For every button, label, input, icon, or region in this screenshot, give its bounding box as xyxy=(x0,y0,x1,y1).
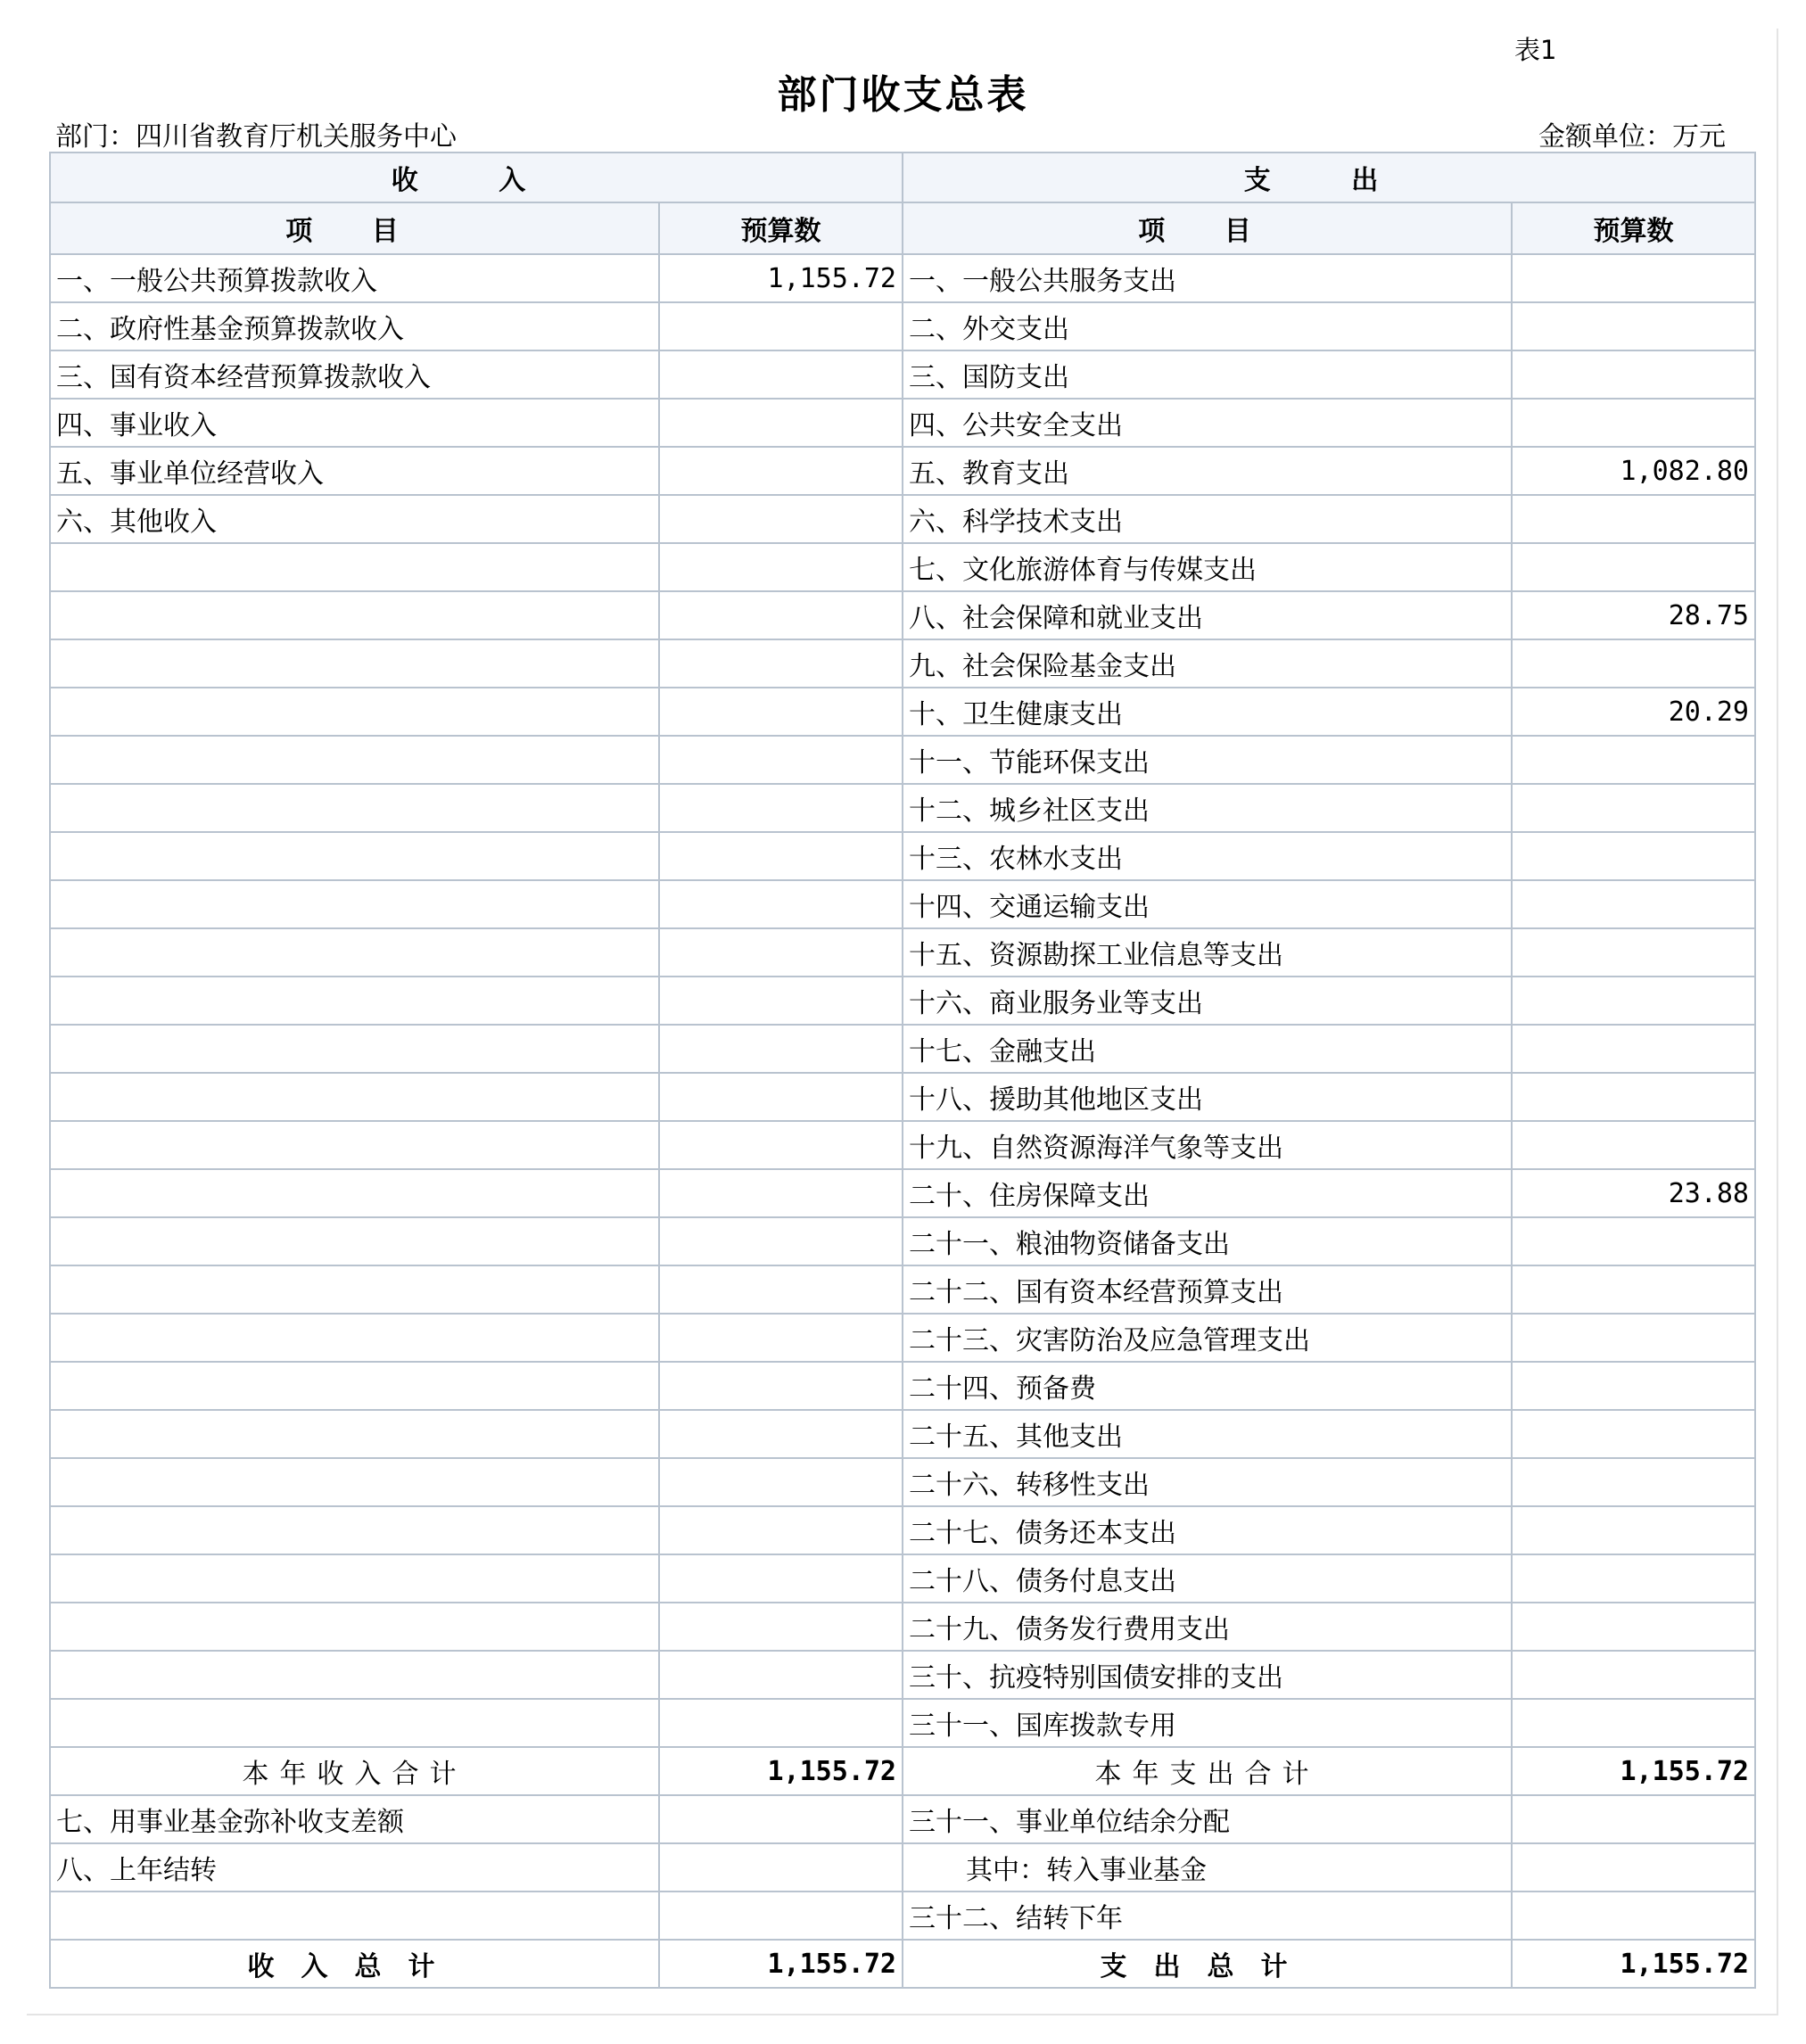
budget-summary-table xyxy=(49,152,1756,1989)
expense-value-cell xyxy=(1512,1892,1755,1940)
table-row xyxy=(50,1025,1755,1073)
grand-expense-total-value: 1,155.72 xyxy=(1512,1940,1755,1988)
expense-value-cell xyxy=(1512,639,1755,688)
income-value-cell: 1,155.72 xyxy=(659,254,903,302)
table-row xyxy=(50,688,1755,736)
income-value-cell xyxy=(659,447,903,495)
income-value-cell xyxy=(659,1843,903,1892)
expense-item-cell: 十四、交通运输支出 xyxy=(903,880,1512,928)
expense-item-cell: 二十一、粮油物资储备支出 xyxy=(903,1217,1512,1265)
expense-value-cell xyxy=(1512,302,1755,350)
income-item-cell xyxy=(50,1410,659,1458)
income-value-cell xyxy=(659,977,903,1025)
income-value-cell xyxy=(659,1217,903,1265)
income-value-cell xyxy=(659,1554,903,1603)
income-header: 收 入 xyxy=(50,152,903,202)
expense-item-cell: 二、外交支出 xyxy=(903,302,1512,350)
table-body xyxy=(50,254,1755,1747)
expense-item-cell: 二十八、债务付息支出 xyxy=(903,1554,1512,1603)
year-expense-total-label: 本年支出合计 xyxy=(903,1747,1512,1795)
expense-item-cell: 其中：转入事业基金 xyxy=(903,1843,1512,1892)
expense-item-cell: 十九、自然资源海洋气象等支出 xyxy=(903,1121,1512,1169)
expense-item-cell: 十八、援助其他地区支出 xyxy=(903,1073,1512,1121)
income-item-cell xyxy=(50,1169,659,1217)
income-value-cell xyxy=(659,1506,903,1554)
income-value-cell xyxy=(659,639,903,688)
income-value-cell xyxy=(659,736,903,784)
expense-item-cell: 二十二、国有资本经营预算支出 xyxy=(903,1265,1512,1314)
table-row xyxy=(50,350,1755,399)
income-value-cell xyxy=(659,688,903,736)
table-row xyxy=(50,1892,1755,1940)
income-value-cell xyxy=(659,495,903,543)
income-value-cell xyxy=(659,543,903,591)
expense-value-cell xyxy=(1512,1843,1755,1892)
table-row xyxy=(50,1458,1755,1506)
table-row xyxy=(50,1265,1755,1314)
expense-budget-header: 预算数 xyxy=(1512,202,1755,254)
income-item-header: 项 目 xyxy=(50,202,659,254)
expense-value-cell xyxy=(1512,736,1755,784)
expense-item-cell: 八、社会保障和就业支出 xyxy=(903,591,1512,639)
income-item-cell xyxy=(50,639,659,688)
income-item-cell xyxy=(50,1458,659,1506)
expense-value-cell xyxy=(1512,1554,1755,1603)
expense-value-cell: 28.75 xyxy=(1512,591,1755,639)
expense-item-cell: 一、一般公共服务支出 xyxy=(903,254,1512,302)
page-title: 部门收支总表 xyxy=(777,72,1029,118)
year-income-total-label: 本年收入合计 xyxy=(50,1747,659,1795)
income-item-cell xyxy=(50,1217,659,1265)
expense-item-cell: 三十二、结转下年 xyxy=(903,1892,1512,1940)
income-value-cell xyxy=(659,832,903,880)
grand-income-total-label: 收入总计 xyxy=(50,1940,659,1988)
income-value-cell xyxy=(659,1121,903,1169)
income-value-cell xyxy=(659,1410,903,1458)
table-row xyxy=(50,1314,1755,1362)
income-item-cell xyxy=(50,1554,659,1603)
expense-item-cell: 二十九、债务发行费用支出 xyxy=(903,1603,1512,1651)
department-label: 部门：四川省教育厅机关服务中心 xyxy=(55,121,457,152)
table-row xyxy=(50,832,1755,880)
expense-value-cell xyxy=(1512,1603,1755,1651)
income-value-cell xyxy=(659,1169,903,1217)
table-row xyxy=(50,736,1755,784)
income-budget-header: 预算数 xyxy=(659,202,903,254)
expense-item-cell: 二十五、其他支出 xyxy=(903,1410,1512,1458)
income-item-cell xyxy=(50,977,659,1025)
expense-item-cell: 十五、资源勘探工业信息等支出 xyxy=(903,928,1512,977)
expense-value-cell xyxy=(1512,1217,1755,1265)
income-value-cell xyxy=(659,399,903,447)
income-item-cell xyxy=(50,880,659,928)
table-row xyxy=(50,1362,1755,1410)
income-item-cell xyxy=(50,928,659,977)
expense-item-cell: 十三、农林水支出 xyxy=(903,832,1512,880)
income-value-cell xyxy=(659,880,903,928)
income-item-cell xyxy=(50,1651,659,1699)
expense-item-cell: 五、教育支出 xyxy=(903,447,1512,495)
expense-item-cell: 三十、抗疫特别国债安排的支出 xyxy=(903,1651,1512,1699)
income-item-cell xyxy=(50,784,659,832)
income-item-cell xyxy=(50,1025,659,1073)
table-row xyxy=(50,1795,1755,1843)
income-item-cell xyxy=(50,1314,659,1362)
expense-item-cell: 七、文化旅游体育与传媒支出 xyxy=(903,543,1512,591)
page-bottom-border xyxy=(27,2014,1777,2015)
expense-value-cell xyxy=(1512,928,1755,977)
table-row xyxy=(50,495,1755,543)
table-extra-body xyxy=(50,1795,1755,1940)
table-row xyxy=(50,447,1755,495)
income-item-cell xyxy=(50,736,659,784)
income-value-cell xyxy=(659,784,903,832)
table-row xyxy=(50,639,1755,688)
income-value-cell xyxy=(659,1651,903,1699)
table-row xyxy=(50,591,1755,639)
income-value-cell xyxy=(659,1603,903,1651)
income-value-cell xyxy=(659,1795,903,1843)
expense-value-cell xyxy=(1512,1073,1755,1121)
year-expense-total-value: 1,155.72 xyxy=(1512,1747,1755,1795)
expense-value-cell xyxy=(1512,1121,1755,1169)
table-row xyxy=(50,1843,1755,1892)
expense-item-cell: 二十七、债务还本支出 xyxy=(903,1506,1512,1554)
table-row xyxy=(50,1169,1755,1217)
expense-value-cell xyxy=(1512,784,1755,832)
year-income-total-value: 1,155.72 xyxy=(659,1747,903,1795)
table-row xyxy=(50,399,1755,447)
expense-value-cell xyxy=(1512,1651,1755,1699)
income-item-cell: 三、国有资本经营预算拨款收入 xyxy=(50,350,659,399)
grand-expense-total-label: 支出总计 xyxy=(903,1940,1512,1988)
expense-item-cell: 六、科学技术支出 xyxy=(903,495,1512,543)
income-item-cell: 五、事业单位经营收入 xyxy=(50,447,659,495)
income-value-cell xyxy=(659,1025,903,1073)
expense-item-cell: 十一、节能环保支出 xyxy=(903,736,1512,784)
income-item-cell xyxy=(50,1073,659,1121)
table-row xyxy=(50,1699,1755,1747)
expense-item-cell: 十、卫生健康支出 xyxy=(903,688,1512,736)
income-item-cell xyxy=(50,1362,659,1410)
table-row xyxy=(50,302,1755,350)
table-row xyxy=(50,1506,1755,1554)
table-row xyxy=(50,1410,1755,1458)
income-item-cell: 二、政府性基金预算拨款收入 xyxy=(50,302,659,350)
expense-value-cell xyxy=(1512,350,1755,399)
table-row xyxy=(50,880,1755,928)
expense-item-cell: 三、国防支出 xyxy=(903,350,1512,399)
expense-value-cell xyxy=(1512,977,1755,1025)
expense-item-cell: 十二、城乡社区支出 xyxy=(903,784,1512,832)
year-total-row xyxy=(50,1747,1755,1795)
expense-item-cell: 十六、商业服务业等支出 xyxy=(903,977,1512,1025)
expense-value-cell xyxy=(1512,495,1755,543)
expense-value-cell xyxy=(1512,254,1755,302)
expense-value-cell: 23.88 xyxy=(1512,1169,1755,1217)
income-item-cell xyxy=(50,1603,659,1651)
income-value-cell xyxy=(659,1314,903,1362)
income-value-cell xyxy=(659,1892,903,1940)
expense-item-cell: 二十、住房保障支出 xyxy=(903,1169,1512,1217)
expense-item-cell: 九、社会保险基金支出 xyxy=(903,639,1512,688)
income-value-cell xyxy=(659,1458,903,1506)
table-row xyxy=(50,1603,1755,1651)
income-item-cell: 四、事业收入 xyxy=(50,399,659,447)
income-value-cell xyxy=(659,591,903,639)
expense-value-cell xyxy=(1512,543,1755,591)
table-row xyxy=(50,1073,1755,1121)
expense-item-cell: 十七、金融支出 xyxy=(903,1025,1512,1073)
expense-value-cell xyxy=(1512,1795,1755,1843)
income-value-cell xyxy=(659,1073,903,1121)
income-item-cell: 一、一般公共预算拨款收入 xyxy=(50,254,659,302)
table-row xyxy=(50,977,1755,1025)
expense-item-cell: 二十三、灾害防治及应急管理支出 xyxy=(903,1314,1512,1362)
income-item-cell xyxy=(50,1699,659,1747)
grand-income-total-value: 1,155.72 xyxy=(659,1940,903,1988)
sheet-number: 表1 xyxy=(1514,35,1557,65)
expense-value-cell xyxy=(1512,880,1755,928)
expense-value-cell xyxy=(1512,399,1755,447)
expense-value-cell xyxy=(1512,1410,1755,1458)
table-row xyxy=(50,928,1755,977)
income-item-cell xyxy=(50,1265,659,1314)
table-row xyxy=(50,1217,1755,1265)
expense-value-cell xyxy=(1512,1458,1755,1506)
income-item-cell: 六、其他收入 xyxy=(50,495,659,543)
income-value-cell xyxy=(659,350,903,399)
amount-unit-label: 金额单位：万元 xyxy=(1538,121,1726,152)
expense-item-header: 项 目 xyxy=(903,202,1512,254)
expense-value-cell xyxy=(1512,832,1755,880)
expense-value-cell xyxy=(1512,1314,1755,1362)
expense-header: 支 出 xyxy=(903,152,1755,202)
expense-value-cell: 1,082.80 xyxy=(1512,447,1755,495)
income-item-cell: 八、上年结转 xyxy=(50,1843,659,1892)
table-row xyxy=(50,1121,1755,1169)
table-row xyxy=(50,1554,1755,1603)
page-right-border xyxy=(1777,29,1778,2015)
income-value-cell xyxy=(659,302,903,350)
expense-value-cell xyxy=(1512,1025,1755,1073)
income-item-cell: 七、用事业基金弥补收支差额 xyxy=(50,1795,659,1843)
income-value-cell xyxy=(659,1362,903,1410)
income-item-cell xyxy=(50,832,659,880)
expense-value-cell: 20.29 xyxy=(1512,688,1755,736)
table-row xyxy=(50,254,1755,302)
grand-total-row xyxy=(50,1940,1755,1988)
expense-item-cell: 二十六、转移性支出 xyxy=(903,1458,1512,1506)
income-value-cell xyxy=(659,1699,903,1747)
expense-item-cell: 三十一、事业单位结余分配 xyxy=(903,1795,1512,1843)
expense-value-cell xyxy=(1512,1362,1755,1410)
income-item-cell xyxy=(50,543,659,591)
income-item-cell xyxy=(50,688,659,736)
table-row xyxy=(50,1651,1755,1699)
table-row xyxy=(50,543,1755,591)
expense-item-cell: 三十一、国库拨款专用 xyxy=(903,1699,1512,1747)
expense-value-cell xyxy=(1512,1699,1755,1747)
income-item-cell xyxy=(50,1506,659,1554)
income-item-cell xyxy=(50,1121,659,1169)
income-value-cell xyxy=(659,928,903,977)
income-value-cell xyxy=(659,1265,903,1314)
table-row xyxy=(50,784,1755,832)
expense-value-cell xyxy=(1512,1506,1755,1554)
income-item-cell xyxy=(50,1892,659,1940)
expense-item-cell: 四、公共安全支出 xyxy=(903,399,1512,447)
expense-item-cell: 二十四、预备费 xyxy=(903,1362,1512,1410)
income-item-cell xyxy=(50,591,659,639)
expense-value-cell xyxy=(1512,1265,1755,1314)
